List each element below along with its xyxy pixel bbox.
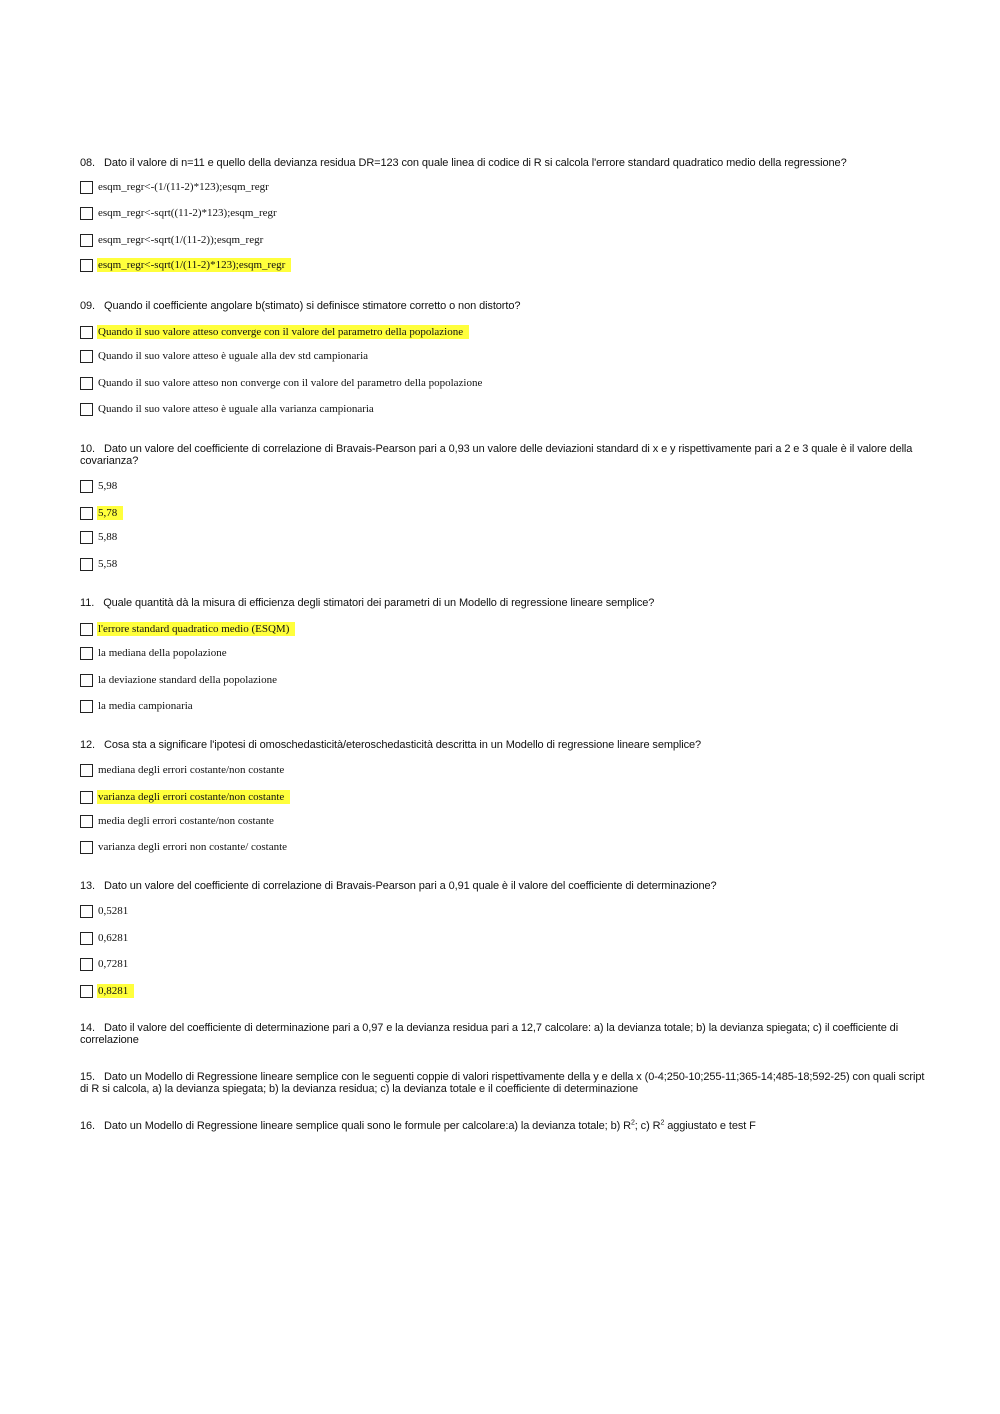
question-text: Dato un valore del coefficiente di correlazione di Bravais-Pearson pari a 0,93 un valore delle deviazioni standard di x e y rispettivamente pari a 2 e 3 quale è il valore della covarianza? bbox=[80, 443, 913, 467]
question-text: Dato il valore di n=11 e quello della devianza residua DR=123 con quale linea di codice di R si calcola l'errore standard quadratico medio della regressione? bbox=[104, 157, 847, 169]
question-10-text bbox=[80, 443, 925, 467]
question-text: Quale quantità dà la misura di efficienza degli stimatori dei parametri di un Modello di regressione lineare semplice? bbox=[103, 597, 655, 609]
checkbox[interactable] bbox=[80, 531, 93, 544]
answer-text: 0,5281 bbox=[98, 905, 129, 917]
answer-option[interactable] bbox=[80, 672, 278, 688]
checkbox[interactable] bbox=[80, 558, 93, 571]
answer-option[interactable] bbox=[80, 478, 118, 494]
question-08-text bbox=[80, 157, 925, 169]
checkbox[interactable] bbox=[80, 841, 93, 854]
checkbox[interactable] bbox=[80, 815, 93, 828]
answer-text: la media campionaria bbox=[98, 700, 193, 712]
answer-option[interactable] bbox=[80, 956, 129, 972]
question-text: Dato un valore del coefficiente di correlazione di Bravais-Pearson pari a 0,91 quale è il valore del coefficiente di determinazione? bbox=[104, 880, 717, 892]
question-11-text bbox=[80, 597, 925, 609]
question-number: 08. bbox=[80, 157, 95, 169]
checkbox[interactable] bbox=[80, 480, 93, 493]
question-text: Dato un Modello di Regressione lineare semplice con le seguenti coppie di valori rispettivamente della y e della x (0-4;250-10;255-11;365-14;485-18;592-25) con quali script di R si calcola, a) la devianza spiegata; b) la devianza residua; c) la devianza totale e il coefficiente di determinazione bbox=[80, 1071, 925, 1095]
question-number: 10. bbox=[80, 443, 95, 455]
question-number: 15. bbox=[80, 1071, 95, 1083]
answer-text-highlighted: varianza degli errori costante/non costante bbox=[97, 790, 290, 804]
answer-option-highlighted[interactable] bbox=[80, 505, 123, 521]
answer-text: esqm_regr<-sqrt((11-2)*123);esqm_regr bbox=[98, 207, 277, 219]
answer-text-highlighted: l'errore standard quadratico medio (ESQM) bbox=[97, 622, 295, 636]
checkbox[interactable] bbox=[80, 932, 93, 945]
answer-option-highlighted[interactable] bbox=[80, 257, 291, 273]
answer-text: la deviazione standard della popolazione bbox=[98, 674, 277, 686]
answer-option[interactable] bbox=[80, 645, 228, 661]
question-text-part: ; c) R bbox=[634, 1120, 661, 1132]
checkbox[interactable] bbox=[80, 507, 93, 520]
answer-option-highlighted[interactable] bbox=[80, 324, 469, 340]
question-number: 16. bbox=[80, 1120, 95, 1132]
superscript: 2 bbox=[660, 1119, 665, 1127]
answer-option[interactable] bbox=[80, 205, 278, 221]
answer-text: 5,98 bbox=[98, 480, 118, 492]
answer-option[interactable] bbox=[80, 556, 118, 572]
checkbox[interactable] bbox=[80, 207, 93, 220]
question-text: Dato il valore del coefficiente di determinazione pari a 0,97 e la devianza residua pari a 12,7 calcolare: a) la devianza totale; b) la devianza spiegata; c) il coefficiente di correlazione bbox=[80, 1022, 899, 1046]
answer-text-highlighted: 0,8281 bbox=[97, 984, 134, 998]
question-text-part: aggiustato e test F bbox=[664, 1120, 756, 1132]
answer-option[interactable] bbox=[80, 762, 285, 778]
answer-option[interactable] bbox=[80, 903, 129, 919]
answer-option[interactable] bbox=[80, 348, 369, 364]
superscript: 2 bbox=[630, 1119, 635, 1127]
question-number: 09. bbox=[80, 300, 95, 312]
question-number: 12. bbox=[80, 739, 95, 751]
question-16-text bbox=[80, 1120, 925, 1132]
question-text: Quando il coefficiente angolare b(stimato) si definisce stimatore corretto o non distorto? bbox=[104, 300, 521, 312]
answer-text: 5,88 bbox=[98, 531, 118, 543]
checkbox[interactable] bbox=[80, 905, 93, 918]
answer-text: mediana degli errori costante/non costante bbox=[98, 764, 285, 776]
answer-text: Quando il suo valore atteso è uguale alla varianza campionaria bbox=[98, 403, 374, 415]
checkbox[interactable] bbox=[80, 623, 93, 636]
answer-option[interactable] bbox=[80, 839, 288, 855]
answer-text: varianza degli errori non costante/ costante bbox=[98, 841, 288, 853]
checkbox[interactable] bbox=[80, 259, 93, 272]
answer-text: 5,58 bbox=[98, 558, 118, 570]
checkbox[interactable] bbox=[80, 985, 93, 998]
question-number: 14. bbox=[80, 1022, 95, 1034]
question-14-text bbox=[80, 1022, 925, 1046]
checkbox[interactable] bbox=[80, 403, 93, 416]
answer-option[interactable] bbox=[80, 813, 275, 829]
answer-text-highlighted: Quando il suo valore atteso converge con il valore del parametro della popolazione bbox=[97, 325, 469, 339]
answer-text: Quando il suo valore atteso è uguale alla dev std campionaria bbox=[98, 350, 369, 362]
checkbox[interactable] bbox=[80, 647, 93, 660]
question-12-text bbox=[80, 739, 925, 751]
answer-option[interactable] bbox=[80, 179, 270, 195]
answer-option[interactable] bbox=[80, 529, 118, 545]
checkbox[interactable] bbox=[80, 674, 93, 687]
checkbox[interactable] bbox=[80, 958, 93, 971]
answer-option[interactable] bbox=[80, 375, 483, 391]
checkbox[interactable] bbox=[80, 791, 93, 804]
answer-text-highlighted: esqm_regr<-sqrt(1/(11-2)*123);esqm_regr bbox=[97, 258, 291, 272]
answer-text: Quando il suo valore atteso non converge con il valore del parametro della popolazione bbox=[98, 377, 483, 389]
question-15-text bbox=[80, 1071, 925, 1095]
answer-text: 0,6281 bbox=[98, 932, 129, 944]
question-13-text bbox=[80, 880, 925, 892]
checkbox[interactable] bbox=[80, 350, 93, 363]
checkbox[interactable] bbox=[80, 326, 93, 339]
answer-text-highlighted: 5,78 bbox=[97, 506, 123, 520]
answer-text: 0,7281 bbox=[98, 958, 129, 970]
answer-text: media degli errori costante/non costante bbox=[98, 815, 274, 827]
question-text: Cosa sta a significare l'ipotesi di omoschedasticità/eteroschedasticità descritta in un Modello di regressione lineare semplice? bbox=[104, 739, 702, 751]
checkbox[interactable] bbox=[80, 377, 93, 390]
checkbox[interactable] bbox=[80, 764, 93, 777]
answer-option-highlighted[interactable] bbox=[80, 983, 134, 999]
answer-option-highlighted[interactable] bbox=[80, 621, 295, 637]
checkbox[interactable] bbox=[80, 234, 93, 247]
answer-text: la mediana della popolazione bbox=[98, 647, 227, 659]
question-text-part: Dato un Modello di Regressione lineare semplice quali sono le formule per calcolare:a) la devianza totale; b) R bbox=[104, 1120, 631, 1132]
question-number: 11. bbox=[80, 597, 95, 609]
answer-option-highlighted[interactable] bbox=[80, 789, 290, 805]
answer-option[interactable] bbox=[80, 930, 129, 946]
answer-text: esqm_regr<-(1/(11-2)*123);esqm_regr bbox=[98, 181, 269, 193]
question-09-text bbox=[80, 300, 925, 312]
checkbox[interactable] bbox=[80, 181, 93, 194]
answer-option[interactable] bbox=[80, 232, 264, 248]
answer-option[interactable] bbox=[80, 698, 194, 714]
checkbox[interactable] bbox=[80, 700, 93, 713]
question-number: 13. bbox=[80, 880, 95, 892]
answer-option[interactable] bbox=[80, 401, 375, 417]
answer-text: esqm_regr<-sqrt(1/(11-2));esqm_regr bbox=[98, 234, 264, 246]
